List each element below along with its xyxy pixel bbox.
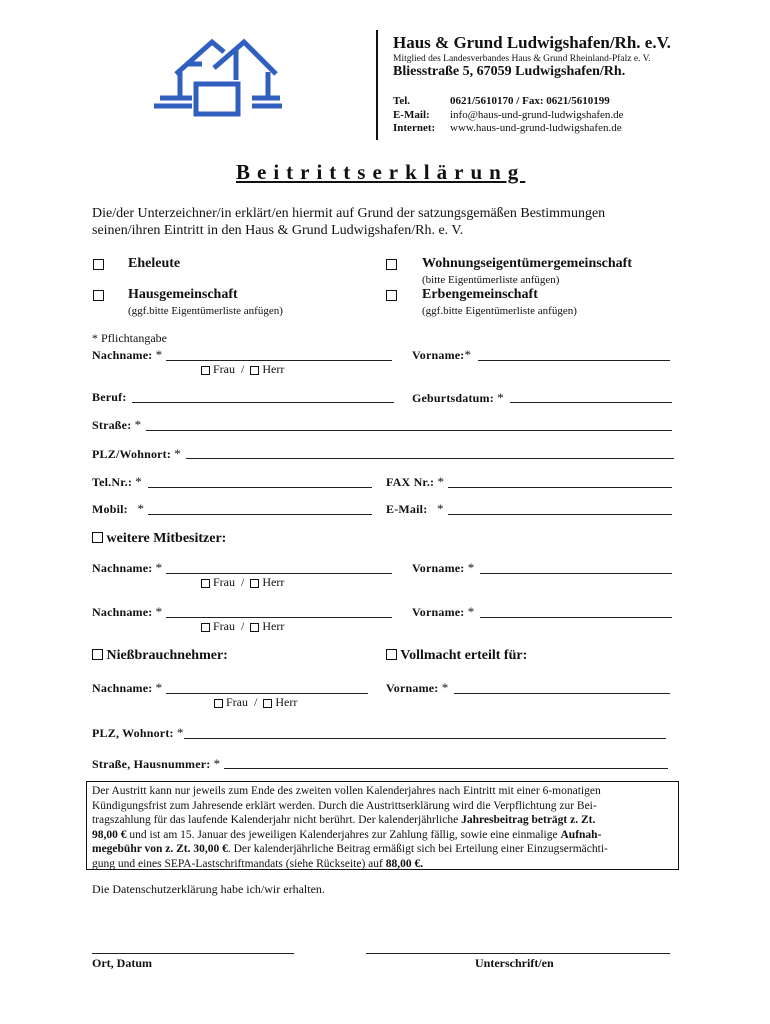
mb2-nachname-field[interactable]	[166, 617, 392, 618]
frau-checkbox[interactable]	[201, 366, 210, 375]
header-divider	[376, 30, 378, 140]
fax-field[interactable]	[448, 487, 672, 488]
nb-plz-label: PLZ, Wohnort: *	[92, 725, 184, 740]
hausgemeinschaft-note: (ggf.bitte Eigentümerliste anfügen)	[128, 305, 283, 317]
tel-value: 0621/5610170 / Fax: 0621/5610199	[450, 95, 610, 107]
beruf-field[interactable]	[132, 402, 394, 403]
logo	[152, 34, 284, 120]
nb-nachname-label: Nachname: *	[92, 680, 163, 695]
hausgemeinschaft-label: Hausgemeinschaft	[128, 287, 238, 302]
org-name: Haus & Grund Ludwigshafen/Rh. e.V.	[393, 33, 671, 52]
pflicht-note: * Pflichtangabe	[92, 331, 167, 345]
nachname-label: Nachname: *	[92, 347, 163, 362]
nb-vorname-label: Vorname: *	[386, 680, 449, 695]
mb1-vorname-field[interactable]	[480, 573, 672, 574]
strasse-field[interactable]	[146, 430, 672, 431]
niessbrauch-heading: Nießbrauchnehmer:	[92, 648, 228, 664]
signature-label: Unterschrift/en	[475, 956, 554, 970]
datenschutz-text: Die Datenschutzerklärung habe ich/wir erhalten.	[92, 882, 325, 896]
tel-field-label: Tel.Nr.: *	[92, 474, 142, 489]
internet-value[interactable]: www.haus-und-grund-ludwigshafen.de	[450, 122, 622, 134]
herr-checkbox[interactable]	[250, 366, 259, 375]
email-label: E-Mail:	[393, 109, 430, 121]
email-value[interactable]: info@haus-und-grund-ludwigshafen.de	[450, 109, 624, 121]
hausgemeinschaft-checkbox[interactable]	[93, 290, 104, 301]
vorname-label: Vorname:*	[412, 347, 472, 362]
nb-strasse-field[interactable]	[224, 768, 668, 769]
intro-line-1: Die/der Unterzeichner/in erklärt/en hiermit auf Grund der satzungsgemäßen Bestimmungen	[92, 206, 606, 221]
erben-note: (ggf.bitte Eigentümerliste anfügen)	[422, 305, 577, 317]
weg-checkbox[interactable]	[386, 259, 397, 270]
mb1-frau-checkbox[interactable]	[201, 579, 210, 588]
erben-label: Erbengemeinschaft	[422, 287, 538, 302]
nb-salutation-row: Frau / Herr	[214, 695, 297, 710]
nb-strasse-label: Straße, Hausnummer: *	[92, 756, 221, 771]
vollmacht-heading: Vollmacht erteilt für:	[386, 648, 527, 664]
plz-field[interactable]	[186, 458, 674, 459]
nb-frau-checkbox[interactable]	[214, 699, 223, 708]
mb1-nachname-label: Nachname: *	[92, 560, 163, 575]
mb2-herr-checkbox[interactable]	[250, 623, 259, 632]
mb2-nachname-label: Nachname: *	[92, 604, 163, 619]
mb2-vorname-label: Vorname: *	[412, 604, 475, 619]
nb-plz-field[interactable]	[184, 738, 666, 739]
eheleute-label: Eheleute	[128, 256, 181, 271]
weg-note: (bitte Eigentümerliste anfügen)	[422, 274, 560, 286]
nb-herr-checkbox[interactable]	[263, 699, 272, 708]
nb-vorname-field[interactable]	[454, 693, 670, 694]
mobil-label: Mobil: *	[92, 501, 145, 516]
mb1-salutation-row: Frau / Herr	[201, 575, 284, 590]
erben-checkbox[interactable]	[386, 290, 397, 301]
email-field-label: E-Mail: *	[386, 501, 444, 516]
intro-line-2: seinen/ihren Eintritt in den Haus & Grund Ludwigshafen/Rh. e. V.	[92, 223, 464, 238]
notice-text: Der Austritt kann nur jeweils zum Ende des zweiten vollen Kalenderjahres nach Eintritt mit einer 6-monatigen Kündigungsfrist zum Jahresende erklärt werden. Durch die Austrittserklärung wird die Verpflichtung zur Bei- tragszahlung für das laufende Kalenderjahr nicht berührt. Der kalenderjährliche Jahresbeitrag beträgt z. Zt. 98,00 € und ist am 15. Januar des jeweiligen Kalenderjahres zur Zahlung fällig, sowie eine einmalige Aufnah- megebühr von z. Zt. 30,00 €. Der kalenderjährliche Beitrag ermäßigt sich bei Erteilung einer Einzugsermächti- gung und eines SEPA-Lastschriftmandats (siehe Rückseite) auf 88,00 €.	[92, 785, 608, 870]
weg-label: Wohnungseigentümergemeinschaft	[422, 256, 632, 271]
vollmacht-checkbox[interactable]	[386, 649, 397, 660]
nachname-field[interactable]	[166, 360, 392, 361]
mb2-salutation-row: Frau / Herr	[201, 619, 284, 634]
salutation-row: Frau / Herr	[201, 362, 284, 377]
vorname-field[interactable]	[478, 360, 670, 361]
internet-label: Internet:	[393, 122, 436, 134]
page-title: Beitrittserklärung	[236, 160, 526, 184]
mobil-field[interactable]	[148, 514, 372, 515]
mitbesitzer-heading: weitere Mitbesitzer:	[92, 531, 226, 547]
mb2-vorname-field[interactable]	[480, 617, 672, 618]
mb1-vorname-label: Vorname: *	[412, 560, 475, 575]
tel-label: Tel.	[393, 95, 411, 107]
signature-line[interactable]	[366, 953, 670, 954]
strasse-label: Straße: *	[92, 417, 142, 432]
niessbrauch-checkbox[interactable]	[92, 649, 103, 660]
nb-nachname-field[interactable]	[166, 693, 368, 694]
mb1-nachname-field[interactable]	[166, 573, 392, 574]
member-text: Mitglied des Landesverbandes Haus & Grund Rheinland-Pfalz e. V.	[393, 54, 651, 64]
plz-label: PLZ/Wohnort: *	[92, 446, 181, 461]
email-field[interactable]	[448, 514, 672, 515]
ort-datum-label: Ort, Datum	[92, 956, 152, 970]
address: Bliesstraße 5, 67059 Ludwigshafen/Rh.	[393, 64, 626, 79]
ort-datum-line[interactable]	[92, 953, 294, 954]
beruf-label: Beruf:	[92, 390, 127, 404]
fax-label: FAX Nr.: *	[386, 474, 445, 489]
geburtsdatum-field[interactable]	[510, 402, 672, 403]
tel-field[interactable]	[148, 487, 372, 488]
geburtsdatum-label: Geburtsdatum: *	[412, 390, 504, 405]
eheleute-checkbox[interactable]	[93, 259, 104, 270]
mb2-frau-checkbox[interactable]	[201, 623, 210, 632]
mitbesitzer-checkbox[interactable]	[92, 532, 103, 543]
mb1-herr-checkbox[interactable]	[250, 579, 259, 588]
